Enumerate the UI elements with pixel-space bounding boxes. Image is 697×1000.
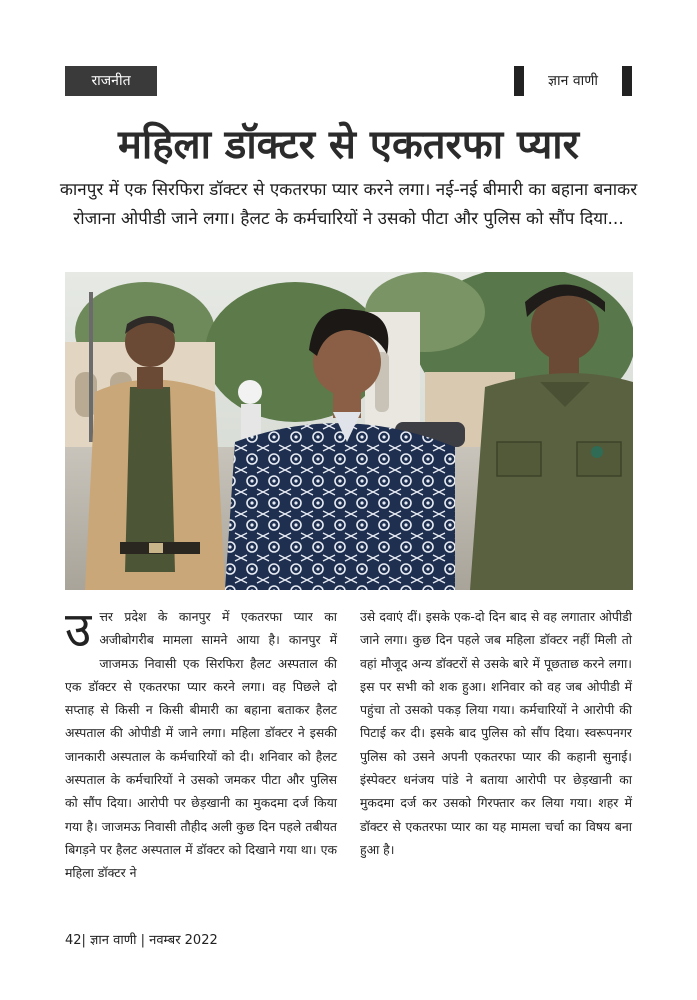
column-1-text: त्तर प्रदेश के कानपुर में एकतरफा प्यार का अजीबोगरीब मामला सामने आया है। कानपुर में जाजमऊ निवासी एक सिरफिरा हैलट अस्पताल की एक डॉक्टर से एकतरफा प्यार करने लगा। वह पिछले दो सप्ताह से किसी न किसी बीमारी का बहाना बताकर हैलट अस्पताल की ओपीडी में जाने लगा। महिला डॉक्टर ने इसकी जानकारी अस्पताल के कर्मचारियों को दी। शनिवार को हैलट अस्पताल के कर्मचारियों ने उसको जमकर पीटा और पुलिस को सौंप दिया। आरोपी पर छेड़खानी का मुकदमा दर्ज किया गया है। जाजमऊ निवासी तौहीद अली कुछ दिन पहले तबीयत बिगड़ने पर हैलट अस्पताल में डॉक्टर को दिखाने गया था। एक महिला डॉक्टर ने — [65, 609, 337, 881]
article-dek: कानपुर में एक सिरफिरा डॉक्टर से एकतरफा प्यार करने लगा। नई-नई बीमारी का बहाना बनाकर रोजाना ओपीडी जाने लगा। हैलट के कर्मचारियों ने उसको पीटा और पुलिस को सौंप दिया... — [59, 180, 638, 229]
brand-bar-right — [622, 66, 632, 96]
article-headline: महिला डॉक्टर से एकतरफा प्यार — [118, 122, 579, 168]
section-tag: राजनीत — [65, 66, 157, 96]
publication-brand — [514, 66, 632, 96]
brand-name: ज्ञान वाणी — [548, 73, 598, 89]
page-footer: 42| ज्ञान वाणी | नवम्बर 2022 — [65, 933, 218, 948]
drop-cap: उ — [65, 602, 92, 658]
article-column-2: उसे दवाएं दीं। इसके एक-दो दिन बाद से वह लगातार ओपीडी जाने लगा। कुछ दिन पहले जब महिला डॉक्टर नहीं मिली तो वहां मौजूद अन्य डॉक्टरों से उसके बारे में पूछताछ करने लगा। इस पर सभी को शक हुआ। शनिवार को वह जब ओपीडी में पहुंचा तो उसको पकड़ लिया गया। कर्मचारियों ने आरोपी की पिटाई कर दी। इसके बाद पुलिस को सौंप दिया। स्वरूपनगर पुलिस को उसने अपनी एकतरफा प्यार की कहानी सुनाई। इंस्पेक्टर धनंजय पांडे ने बताया आरोपी पर छेड़खानी का मुकदमा दर्ज कर उसको गिरफ्तार कर लिया गया। शहर में डॉक्टर से एकतरफा प्यार का यह मामला चर्चा का विषय बना हुआ है। — [360, 609, 632, 857]
article-photo — [65, 272, 633, 590]
brand-bar-left — [514, 66, 524, 96]
article-column-1 — [65, 602, 337, 885]
